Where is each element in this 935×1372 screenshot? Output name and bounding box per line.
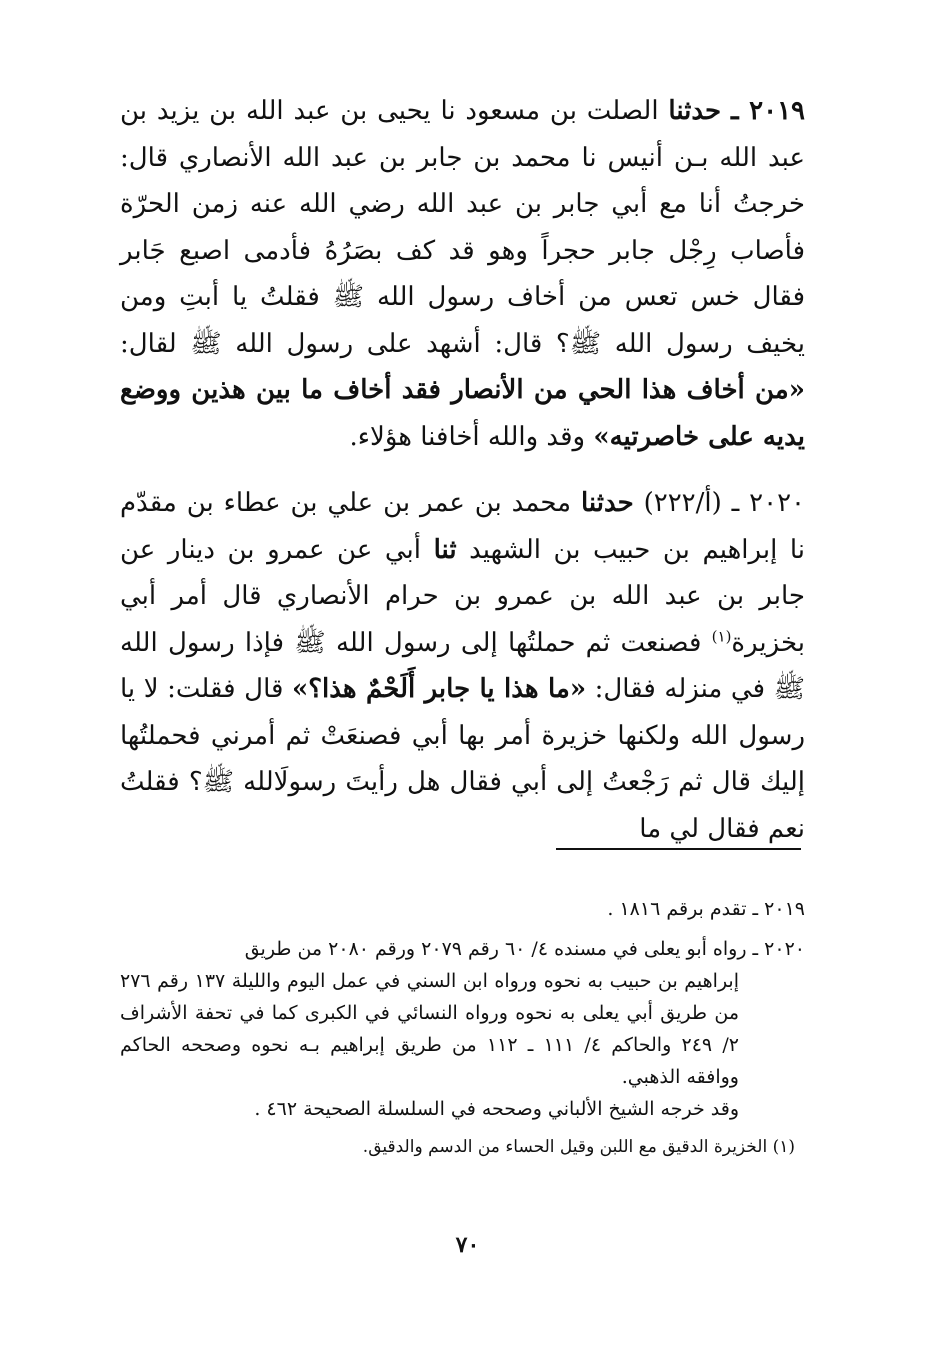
footnote-1: (١) الخزيرة الدقيق مع اللبن وقيل الحساء من الدسم والدقيق. xyxy=(362,1137,795,1157)
note-2020-lead: ٢٠٢٠ ـ رواه أبو يعلى في مسنده ٤/ ٦٠ رقم ٢٠٧٩ ورقم ٢٠٨٠ من طريق xyxy=(244,938,805,960)
page-number: ٧٠ xyxy=(455,1232,480,1258)
hadith-text: أبي عن عمرو بن دينار عن جابر بن عبد الله بن عمرو بن حرام الأنصاري قال أمر أبي بخزيرة xyxy=(120,534,805,658)
haddathana-word: حدثنا xyxy=(580,488,634,518)
hadith-text: محمد بن عمر بن علي بن عطاء بن مقدّم نا إبراهيم بن حبيب بن الشهيد xyxy=(120,488,806,565)
note-2020-continuation xyxy=(120,965,805,1125)
hadith-number: ٢٠١٩ ـ xyxy=(730,96,806,126)
note-spacer xyxy=(120,925,805,933)
footnote-separator xyxy=(556,848,801,850)
prophetic-quote: «ما هذا يا جابر أَلَحْمٌ هذا؟» xyxy=(292,674,587,704)
note-2020-text: إبراهيم بن حبيب به نحوه ورواه ابن السني في عمل اليوم والليلة ١٣٧ رقم ٢٧٦ من طريق أبي يعلى به نحوه ورواه النسائي في الكبرى كما في تحفة الأشراف ٢/ ٢٤٩ والحاكم ٤/ ١١١ ـ ١١٢ من طريق إبراهيم بـه نحوه وصححه الحاكم ووافقه الذهبي. xyxy=(120,970,739,1088)
note-2020-albani: وقد خرجه الشيخ الألباني وصححه في السلسلة الصحيحة ٤٦٢ . xyxy=(254,1098,739,1120)
note-2019: ٢٠١٩ ـ تقدم برقم ١٨١٦ . xyxy=(607,898,805,920)
hadith-2019 xyxy=(120,88,805,460)
hadith-text: فصنعت ثم حملتُها إلى رسول الله ﷺ فإذا رسول الله ﷺ في منزله فقال: xyxy=(120,627,806,704)
footnote-ref: (١) xyxy=(711,626,732,645)
hadith-text: وقد والله أخافنا هؤلاء. xyxy=(349,421,586,452)
thana-word: ثنا xyxy=(433,534,457,565)
hadith-2020 xyxy=(120,480,805,852)
hadith-number: ٢٠٢٠ ـ (أ/٢٢٢) xyxy=(643,488,806,518)
haddathana-word: حدثنا xyxy=(668,96,722,126)
hadith-text: الصلت بن مسعود نا يحيى بن عبد الله بن يزيد بن عبد الله بـن أنيس نا محمد بن جابر بن عبد الله الأنصاري قال: خرجتُ أنا مع أبي جابر بن عبد الله رضي الله عنه زمن الحرّة فأصاب رِجْل جابر حجراً وهو قد كف بصَرُهُ فأدمى اصبع جَابر فقال خس تعس من أخاف رسول الله ﷺ فقلتُ يا أبتِ ومن يخيف رسول الله ﷺ؟ قال: أشهد على رسول الله ﷺ لقال: xyxy=(120,96,805,359)
hadith-text: قال فقلت: لا يا رسول الله ولكنها خزيرة أمر بها أبي فصنعَتْ ثم أمرني فحملتُها إليك قال ثم رَجْعتُ إلى أبي فقال هل رأيتَ رسولَالله ﷺ؟ فقلتُ نعم فقال لي ما xyxy=(120,674,805,844)
main-text-block xyxy=(120,88,805,852)
prophetic-quote: «من أخاف هذا الحي من الأنصار فقد أخاف ما بين هذين ووضع يديه على خاصرتيه» xyxy=(120,375,805,452)
notes-block xyxy=(120,893,805,1161)
